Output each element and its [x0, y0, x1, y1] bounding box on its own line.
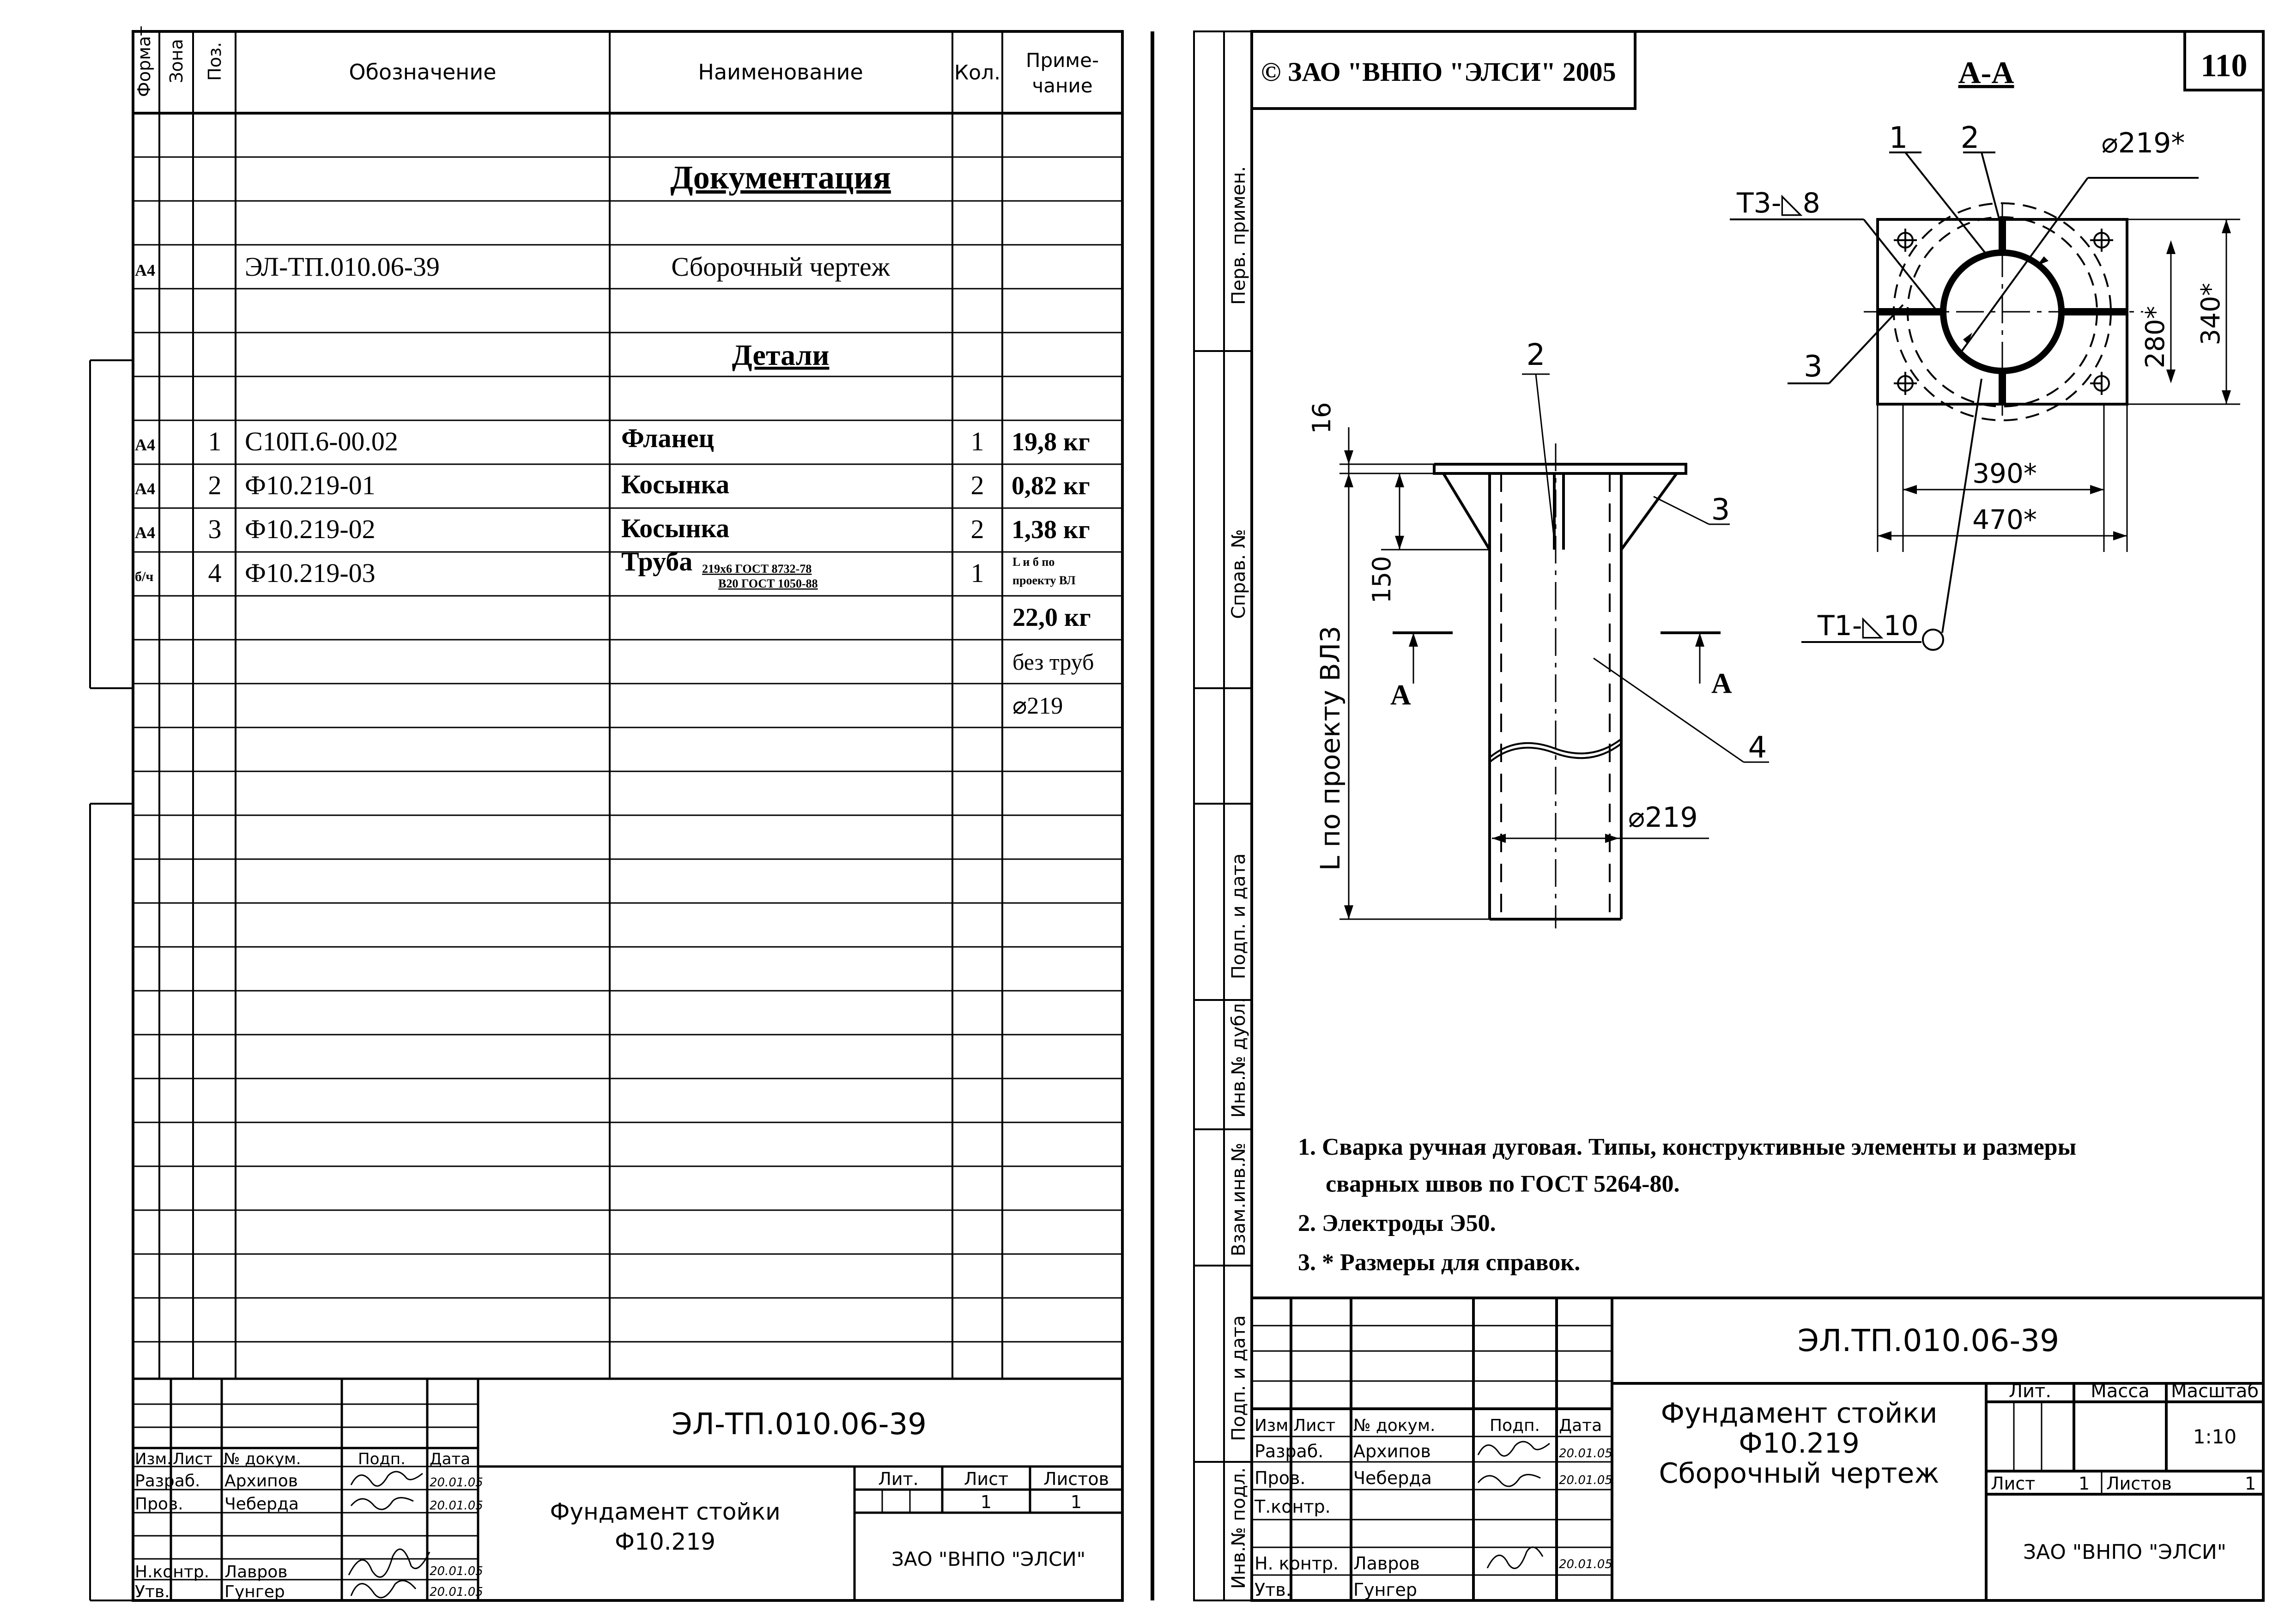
part-qty: 2 — [970, 514, 984, 544]
extra-note: без труб — [1012, 649, 1094, 675]
role-name: Чеберда — [224, 1495, 299, 1514]
dim-280: 280* — [2140, 306, 2170, 369]
side-label: Подп. и дата — [1228, 853, 1249, 979]
part-format: А4 — [135, 436, 155, 454]
part-designation: С10П.6-00.02 — [245, 426, 398, 456]
right-company: ЗАО "ВНПО "ЭЛСИ" — [2023, 1540, 2227, 1564]
part-qty: 2 — [970, 470, 984, 500]
role-name: Лавров — [224, 1563, 288, 1582]
sheets-value: 1 — [2245, 1473, 2256, 1494]
col-date: Дата — [1559, 1416, 1602, 1435]
elev-diameter: ⌀219 — [1628, 801, 1698, 834]
doc-designation: ЭЛ-ТП.010.06-39 — [245, 252, 440, 282]
side-label: Справ. № — [1228, 529, 1249, 619]
role-date: 20.01.05 — [1559, 1473, 1612, 1487]
doc-name: Сборочный чертеж — [671, 252, 890, 282]
dim-340: 340* — [2196, 283, 2226, 345]
col-list: Лист — [173, 1450, 213, 1468]
right-doc-number: ЭЛ.ТП.010.06-39 — [1797, 1323, 2060, 1358]
part-name: Косынка — [621, 469, 730, 499]
role-label: Разраб. — [135, 1472, 200, 1491]
pipe-spec-1: 219х6 ГОСТ 8732-78 — [702, 562, 812, 576]
role-label: Н.контр. — [135, 1563, 210, 1582]
sheets-label: Листов — [1043, 1469, 1109, 1489]
part-name: Косынка — [621, 513, 730, 543]
scale-value: 1:10 — [2193, 1425, 2237, 1448]
role-date: 20.01.05 — [430, 1499, 483, 1513]
note-line: 3. * Размеры для справок. — [1298, 1249, 1581, 1276]
col-izm: Изм. — [1255, 1416, 1294, 1435]
role-date: 20.01.05 — [1559, 1557, 1612, 1571]
role-name: Гунгер — [1353, 1580, 1417, 1600]
col-sign: Подп. — [358, 1450, 406, 1468]
part-note: 1,38 кг — [1012, 515, 1090, 544]
lit-label: Лит. — [878, 1469, 919, 1489]
left-title-line2: Ф10.219 — [615, 1528, 715, 1555]
role-date: 20.01.05 — [430, 1476, 483, 1490]
part-designation: Ф10.219-03 — [245, 558, 376, 588]
extra-note: ⌀219 — [1012, 693, 1063, 719]
header-format: Формат — [134, 25, 154, 97]
col-date: Дата — [430, 1450, 471, 1468]
pipe-spec-2: В20 ГОСТ 1050-88 — [718, 577, 818, 590]
role-label: Утв. — [135, 1582, 170, 1601]
note-line: 2. Электроды Э50. — [1298, 1210, 1496, 1236]
dim-16: 16 — [1307, 402, 1336, 434]
header-pos: Поз. — [205, 42, 225, 81]
lit-label: Лит. — [2008, 1381, 2052, 1402]
sheet-label: Лист — [1991, 1473, 2036, 1494]
section-mark-right: А — [1711, 668, 1732, 699]
role-label: Утв. — [1255, 1580, 1291, 1600]
role-name: Архипов — [1353, 1441, 1431, 1461]
page-number: 110 — [2200, 48, 2248, 84]
sheets-value: 1 — [1070, 1492, 1082, 1512]
part-format: А4 — [135, 523, 155, 542]
side-label: Инв.№ дубл. — [1228, 997, 1249, 1118]
part-pos: 4 — [208, 558, 222, 588]
role-date: 20.01.05 — [1559, 1447, 1612, 1460]
part-qty: 1 — [970, 558, 984, 588]
header-note-2: чание — [1032, 74, 1093, 97]
role-label: Пров. — [1255, 1468, 1306, 1488]
note-line: 1. Сварка ручная дуговая. Типы, конструктивные элементы и размеры — [1298, 1134, 2077, 1160]
part-designation: Ф10.219-01 — [245, 470, 376, 500]
sheet-value: 1 — [980, 1492, 992, 1512]
role-name: Чеберда — [1353, 1468, 1432, 1488]
right-title-line2: Ф10.219 — [1739, 1427, 1860, 1460]
side-label: Перв. примен. — [1228, 166, 1249, 305]
part-note: 19,8 кг — [1012, 428, 1090, 456]
side-label: Взам.инв.№ — [1228, 1142, 1249, 1256]
pipe-note-1: L и б по — [1012, 555, 1055, 569]
sheets-label: Листов — [2106, 1473, 2172, 1494]
pipe-note-2: проекту ВЛ — [1012, 574, 1076, 587]
sheet-value: 1 — [2079, 1473, 2090, 1494]
sheet-label: Лист — [964, 1469, 1009, 1489]
right-title-line3: Сборочный чертеж — [1659, 1457, 1939, 1490]
elev-leader-3: 3 — [1711, 493, 1730, 527]
dim-390: 390* — [1972, 458, 2037, 489]
doc-format: А4 — [135, 261, 155, 279]
header-name: Наименование — [698, 60, 863, 85]
part-name: Фланец — [621, 423, 715, 453]
right-title-line1: Фундамент стойки — [1661, 1397, 1938, 1430]
plan-leader-3: 3 — [1804, 350, 1823, 384]
scale-label: Масштаб — [2170, 1381, 2259, 1402]
left-company: ЗАО "ВНПО "ЭЛСИ" — [891, 1548, 1086, 1570]
header-designation: Обозначение — [349, 60, 497, 85]
col-sign: Подп. — [1490, 1416, 1540, 1435]
role-label: Н. контр. — [1255, 1553, 1339, 1574]
role-name: Гунгер — [224, 1582, 285, 1601]
weld-t3: Т3-◺8 — [1737, 187, 1820, 219]
section-mark-left: А — [1390, 679, 1411, 711]
dim-470: 470* — [1972, 504, 2037, 535]
part-format: б/ч — [135, 569, 154, 584]
extra-note: 22,0 кг — [1012, 603, 1091, 632]
role-name: Лавров — [1353, 1553, 1420, 1574]
copyright: © ЗАО "ВНПО "ЭЛСИ" 2005 — [1261, 57, 1616, 87]
weld-t1: Т1-◺10 — [1818, 610, 1919, 642]
part-designation: Ф10.219-02 — [245, 514, 376, 544]
col-doc: № докум. — [1353, 1416, 1436, 1435]
part-name: Труба — [621, 546, 693, 576]
part-format: А4 — [135, 479, 155, 498]
section-details: Детали — [732, 339, 830, 371]
part-note: 0,82 кг — [1012, 472, 1090, 500]
left-doc-number: ЭЛ-ТП.010.06-39 — [672, 1407, 927, 1442]
mass-label: Масса — [2091, 1381, 2150, 1402]
plan-leader-1: 1 — [1889, 121, 1908, 155]
section-documentation: Документация — [670, 159, 891, 196]
dim-l: L по проекту ВЛ3 — [1315, 625, 1346, 871]
side-label: Инв.№ подл. — [1228, 1467, 1249, 1589]
part-qty: 1 — [970, 426, 984, 456]
role-date: 20.01.05 — [430, 1564, 483, 1578]
plan-diameter: ⌀219* — [2101, 127, 2185, 159]
header-zone: Зона — [166, 39, 187, 83]
role-date: 20.01.05 — [430, 1585, 483, 1599]
left-title-line1: Фундамент стойки — [550, 1498, 781, 1525]
elev-leader-4: 4 — [1748, 731, 1767, 765]
part-pos: 1 — [208, 426, 222, 456]
part-pos: 2 — [208, 470, 222, 500]
role-label: Пров. — [135, 1495, 183, 1514]
side-label: Подп. и дата — [1228, 1315, 1249, 1441]
role-label: Т.контр. — [1255, 1497, 1331, 1517]
header-qty: Кол. — [954, 61, 1001, 85]
col-list: Лист — [1293, 1416, 1336, 1435]
col-izm: Изм. — [135, 1450, 172, 1468]
plan-leader-2: 2 — [1960, 121, 1980, 155]
role-name: Архипов — [224, 1472, 298, 1491]
part-pos: 3 — [208, 514, 222, 544]
role-label: Разраб. — [1255, 1441, 1324, 1461]
elev-leader-2: 2 — [1526, 338, 1546, 372]
section-title: А-А — [1958, 55, 2014, 90]
col-doc: № докум. — [224, 1450, 301, 1468]
note-line: сварных швов по ГОСТ 5264-80. — [1326, 1171, 1680, 1197]
dim-150: 150 — [1367, 556, 1396, 604]
header-note-1: Приме- — [1025, 49, 1099, 72]
